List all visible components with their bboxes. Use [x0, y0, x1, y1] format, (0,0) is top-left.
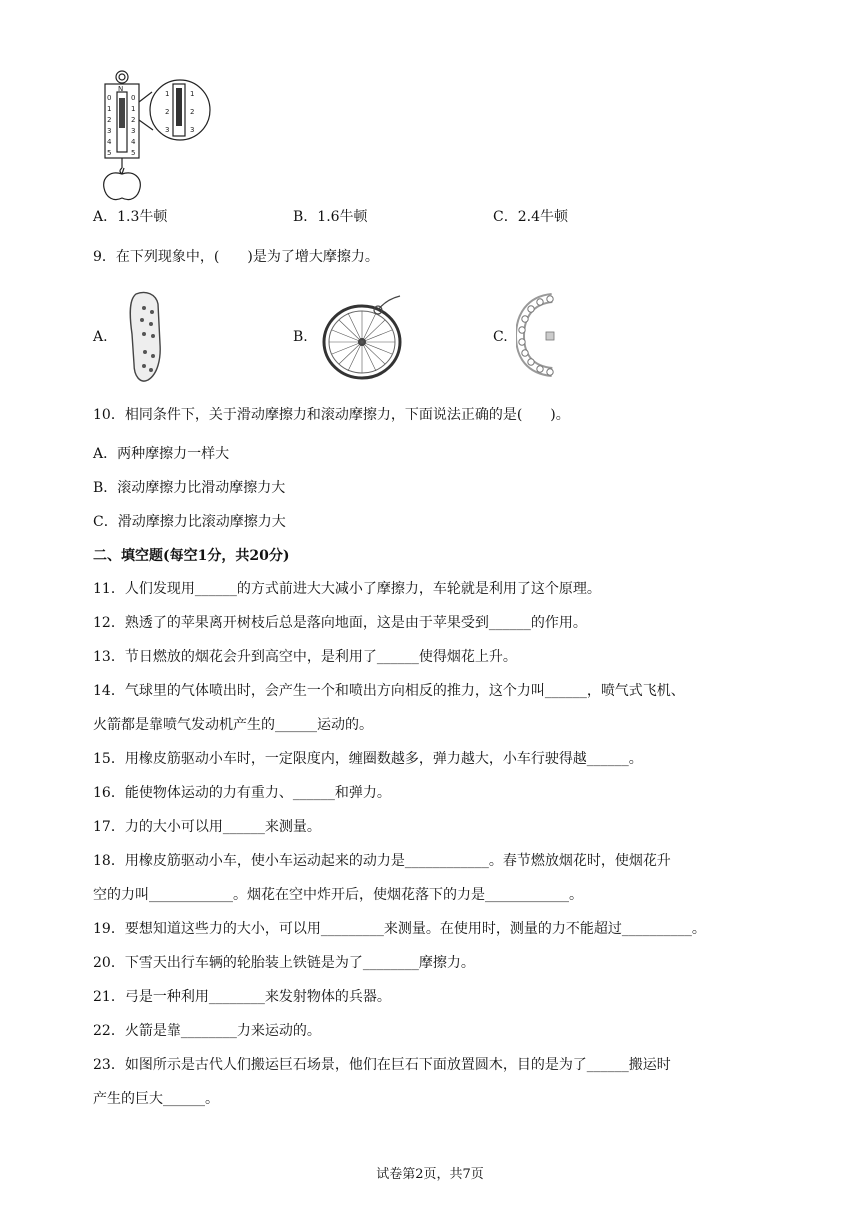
scale-tick: 1	[107, 105, 112, 113]
question-19: 19．要想知道这些力的大小，可以用_________来测量。在使用时，测量的力不能超过__________。	[93, 921, 706, 937]
zoom-tick: 1	[190, 90, 195, 98]
scale-tick: 4	[131, 138, 136, 146]
scale-tick: 5	[107, 149, 112, 157]
q10-stem: 10．相同条件下，关于滑动摩擦力和滚动摩擦力，下面说法正确的是( )。	[93, 407, 570, 423]
page-footer: 试卷第2页，共7页	[376, 1167, 484, 1182]
section2-title: 二、填空题(每空1分，共20分)	[93, 548, 290, 564]
scale-tick: 3	[107, 127, 112, 135]
question-23: 23．如图所示是古代人们搬运巨石场景，他们在巨石下面放置圆木，目的是为了______搬运时	[93, 1057, 671, 1073]
scale-tick: 0	[131, 94, 136, 102]
question-14: 14．气球里的气体喷出时，会产生一个和喷出方向相反的推力，这个力叫______，喷气式飞机、	[93, 683, 685, 699]
scale-tick: 1	[131, 105, 136, 113]
q9-label-b: B.	[293, 329, 308, 345]
scale-tick: 3	[131, 127, 136, 135]
q10-option-c: C．滑动摩擦力比滚动摩擦力大	[93, 514, 286, 530]
question-13: 13．节日燃放的烟花会升到高空中，是利用了______使得烟花上升。	[93, 649, 517, 665]
scale-tick: 2	[107, 116, 112, 124]
q9-label-a: A.	[93, 329, 108, 345]
ball-bearing-image	[516, 292, 562, 378]
q9-stem: 9．在下列现象中，( )是为了增大摩擦力。	[93, 249, 379, 265]
q9-label-c: C.	[493, 329, 508, 345]
question-21: 21．弓是一种利用________来发射物体的兵器。	[93, 989, 391, 1005]
scale-tick: 4	[107, 138, 112, 146]
question-18: 18．用橡皮筋驱动小车，使小车运动起来的动力是____________。春节燃放烟花时，使烟花升	[93, 853, 671, 869]
scale-unit-label: N	[118, 85, 124, 93]
question-23-cont: 产生的巨大______。	[93, 1091, 219, 1107]
question-16: 16．能使物体运动的力有重力、______和弹力。	[93, 785, 391, 801]
question-22: 22．火箭是靠________力来运动的。	[93, 1023, 321, 1039]
zoom-tick: 2	[165, 108, 170, 116]
zoom-tick: 1	[165, 90, 170, 98]
q10-option-b: B．滚动摩擦力比滑动摩擦力大	[93, 480, 286, 496]
question-17: 17．力的大小可以用______来测量。	[93, 819, 321, 835]
q8-option-b: B．1.6牛顿	[293, 209, 368, 225]
zoom-tick: 3	[165, 126, 170, 134]
q8-option-c: C．2.4牛顿	[493, 209, 568, 225]
scale-tick: 0	[107, 94, 112, 102]
spring-scale-figure	[95, 68, 215, 203]
question-20: 20．下雪天出行车辆的轮胎装上铁链是为了________摩擦力。	[93, 955, 475, 971]
q8-option-a: A．1.3牛顿	[93, 209, 168, 225]
question-12: 12．熟透了的苹果离开树枝后总是落向地面，这是由于苹果受到______的作用。	[93, 615, 587, 631]
zoom-tick: 3	[190, 126, 195, 134]
scale-tick: 2	[131, 116, 136, 124]
scale-tick: 5	[131, 149, 136, 157]
question-11: 11．人们发现用______的方式前进大大减小了摩擦力，车轮就是利用了这个原理。	[93, 581, 601, 597]
bicycle-wheel-image	[318, 292, 410, 384]
question-15: 15．用橡皮筋驱动小车时，一定限度内，缠圈数越多，弹力越大，小车行驶得越______。	[93, 751, 643, 767]
spiked-shoe-image	[124, 290, 164, 384]
q10-option-a: A．两种摩擦力一样大	[93, 446, 230, 462]
question-18-cont: 空的力叫____________。烟花在空中炸开后，使烟花落下的力是____________。	[93, 887, 583, 903]
question-14-cont: 火箭都是靠喷气发动机产生的______运动的。	[93, 717, 373, 733]
zoom-tick: 2	[190, 108, 195, 116]
